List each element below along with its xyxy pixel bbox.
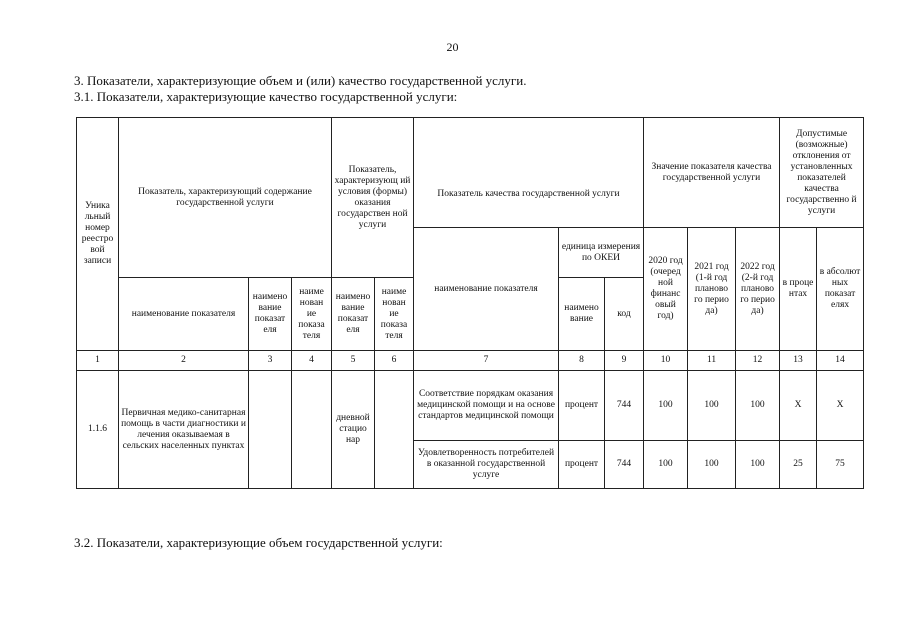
column-number: 11 <box>688 351 736 371</box>
header-year-2022: 2022 год (2-й год планово го перио да) <box>736 228 780 351</box>
header-conditions-group: Показатель, характеризующ ий условия (формы) оказания государствен ной услуги <box>332 118 414 278</box>
value-2020-cell: 100 <box>644 371 688 441</box>
header-indicator-name-short: наиме нован ие показа теля <box>292 278 332 351</box>
header-unit-name: наимено вание <box>559 278 605 351</box>
header-value-group: Значение показателя качества государственной услуги <box>644 118 780 228</box>
deviation-absolute-cell: Х <box>817 371 864 441</box>
value-2021-cell: 100 <box>688 371 736 441</box>
header-deviation-percent: в проце нтах <box>780 228 817 351</box>
quality-indicators-table <box>76 117 864 489</box>
code-cell: 744 <box>605 371 644 441</box>
header-indicator-name-short: наиме нован ие показа теля <box>375 278 414 351</box>
header-indicator-name-short: наимено вание показат еля <box>332 278 375 351</box>
column-number: 8 <box>559 351 605 371</box>
value-2022-cell: 100 <box>736 371 780 441</box>
deviation-percent-cell: Х <box>780 371 817 441</box>
header-content-indicator-name: наименование показателя <box>119 278 249 351</box>
column-number: 13 <box>780 351 817 371</box>
column-number: 3 <box>249 351 292 371</box>
column-number: 9 <box>605 351 644 371</box>
registry-number-cell: 1.1.6 <box>77 371 119 489</box>
table-row <box>77 371 864 441</box>
value-2022-cell: 100 <box>736 441 780 489</box>
deviation-percent-cell: 25 <box>780 441 817 489</box>
empty-cell <box>375 371 414 489</box>
unit-cell: процент <box>559 371 605 441</box>
header-year-2020: 2020 год (очеред ной финанс овый год) <box>644 228 688 351</box>
header-content-group: Показатель, характеризующий содержание государственной услуги <box>119 118 332 278</box>
section-heading-3-2: 3.2. Показатели, характеризующие объем государственной услуги: <box>74 535 443 550</box>
section-heading-3-1: 3.1. Показатели, характеризующие качество государственной услуги: <box>74 89 458 104</box>
quality-indicator-cell: Соответствие порядкам оказания медицинской помощи и на основе стандартов медицинской помощи <box>414 371 559 441</box>
value-2020-cell: 100 <box>644 441 688 489</box>
column-number: 6 <box>375 351 414 371</box>
column-number: 4 <box>292 351 332 371</box>
header-indicator-name-short: наимено вание показат еля <box>249 278 292 351</box>
column-number: 1 <box>77 351 119 371</box>
header-year-2021: 2021 год (1-й год планово го перио да) <box>688 228 736 351</box>
value-2021-cell: 100 <box>688 441 736 489</box>
column-number: 5 <box>332 351 375 371</box>
header-registry-number: Уника льный номер реестро вой записи <box>77 118 119 351</box>
unit-cell: процент <box>559 441 605 489</box>
page-number: 20 <box>446 40 459 54</box>
column-number: 7 <box>414 351 559 371</box>
header-quality-indicator-name: наименование показателя <box>414 228 559 351</box>
column-number: 14 <box>817 351 864 371</box>
header-unit-group: единица измерения по ОКЕИ <box>559 228 644 278</box>
code-cell: 744 <box>605 441 644 489</box>
column-number: 2 <box>119 351 249 371</box>
header-deviation-absolute: в абсолют ных показат елях <box>817 228 864 351</box>
column-number: 10 <box>644 351 688 371</box>
condition-cell: дневной стацио нар <box>332 371 375 489</box>
empty-cell <box>292 371 332 489</box>
service-content-cell: Первичная медико-санитарная помощь в части диагностики и лечения оказываемая в сельских населенных пунктах <box>119 371 249 489</box>
quality-indicator-cell: Удовлетворенность потребителей в оказанной государственной услуге <box>414 441 559 489</box>
deviation-absolute-cell: 75 <box>817 441 864 489</box>
column-number: 12 <box>736 351 780 371</box>
header-unit-code: код <box>605 278 644 351</box>
empty-cell <box>249 371 292 489</box>
header-deviation-group: Допустимые (возможные) отклонения от установленных показателей качества государственно й услуги <box>780 118 864 228</box>
header-quality-group: Показатель качества государственной услуги <box>414 118 644 228</box>
section-heading-3: 3. Показатели, характеризующие объем и (или) качество государственной услуги. <box>74 73 527 88</box>
